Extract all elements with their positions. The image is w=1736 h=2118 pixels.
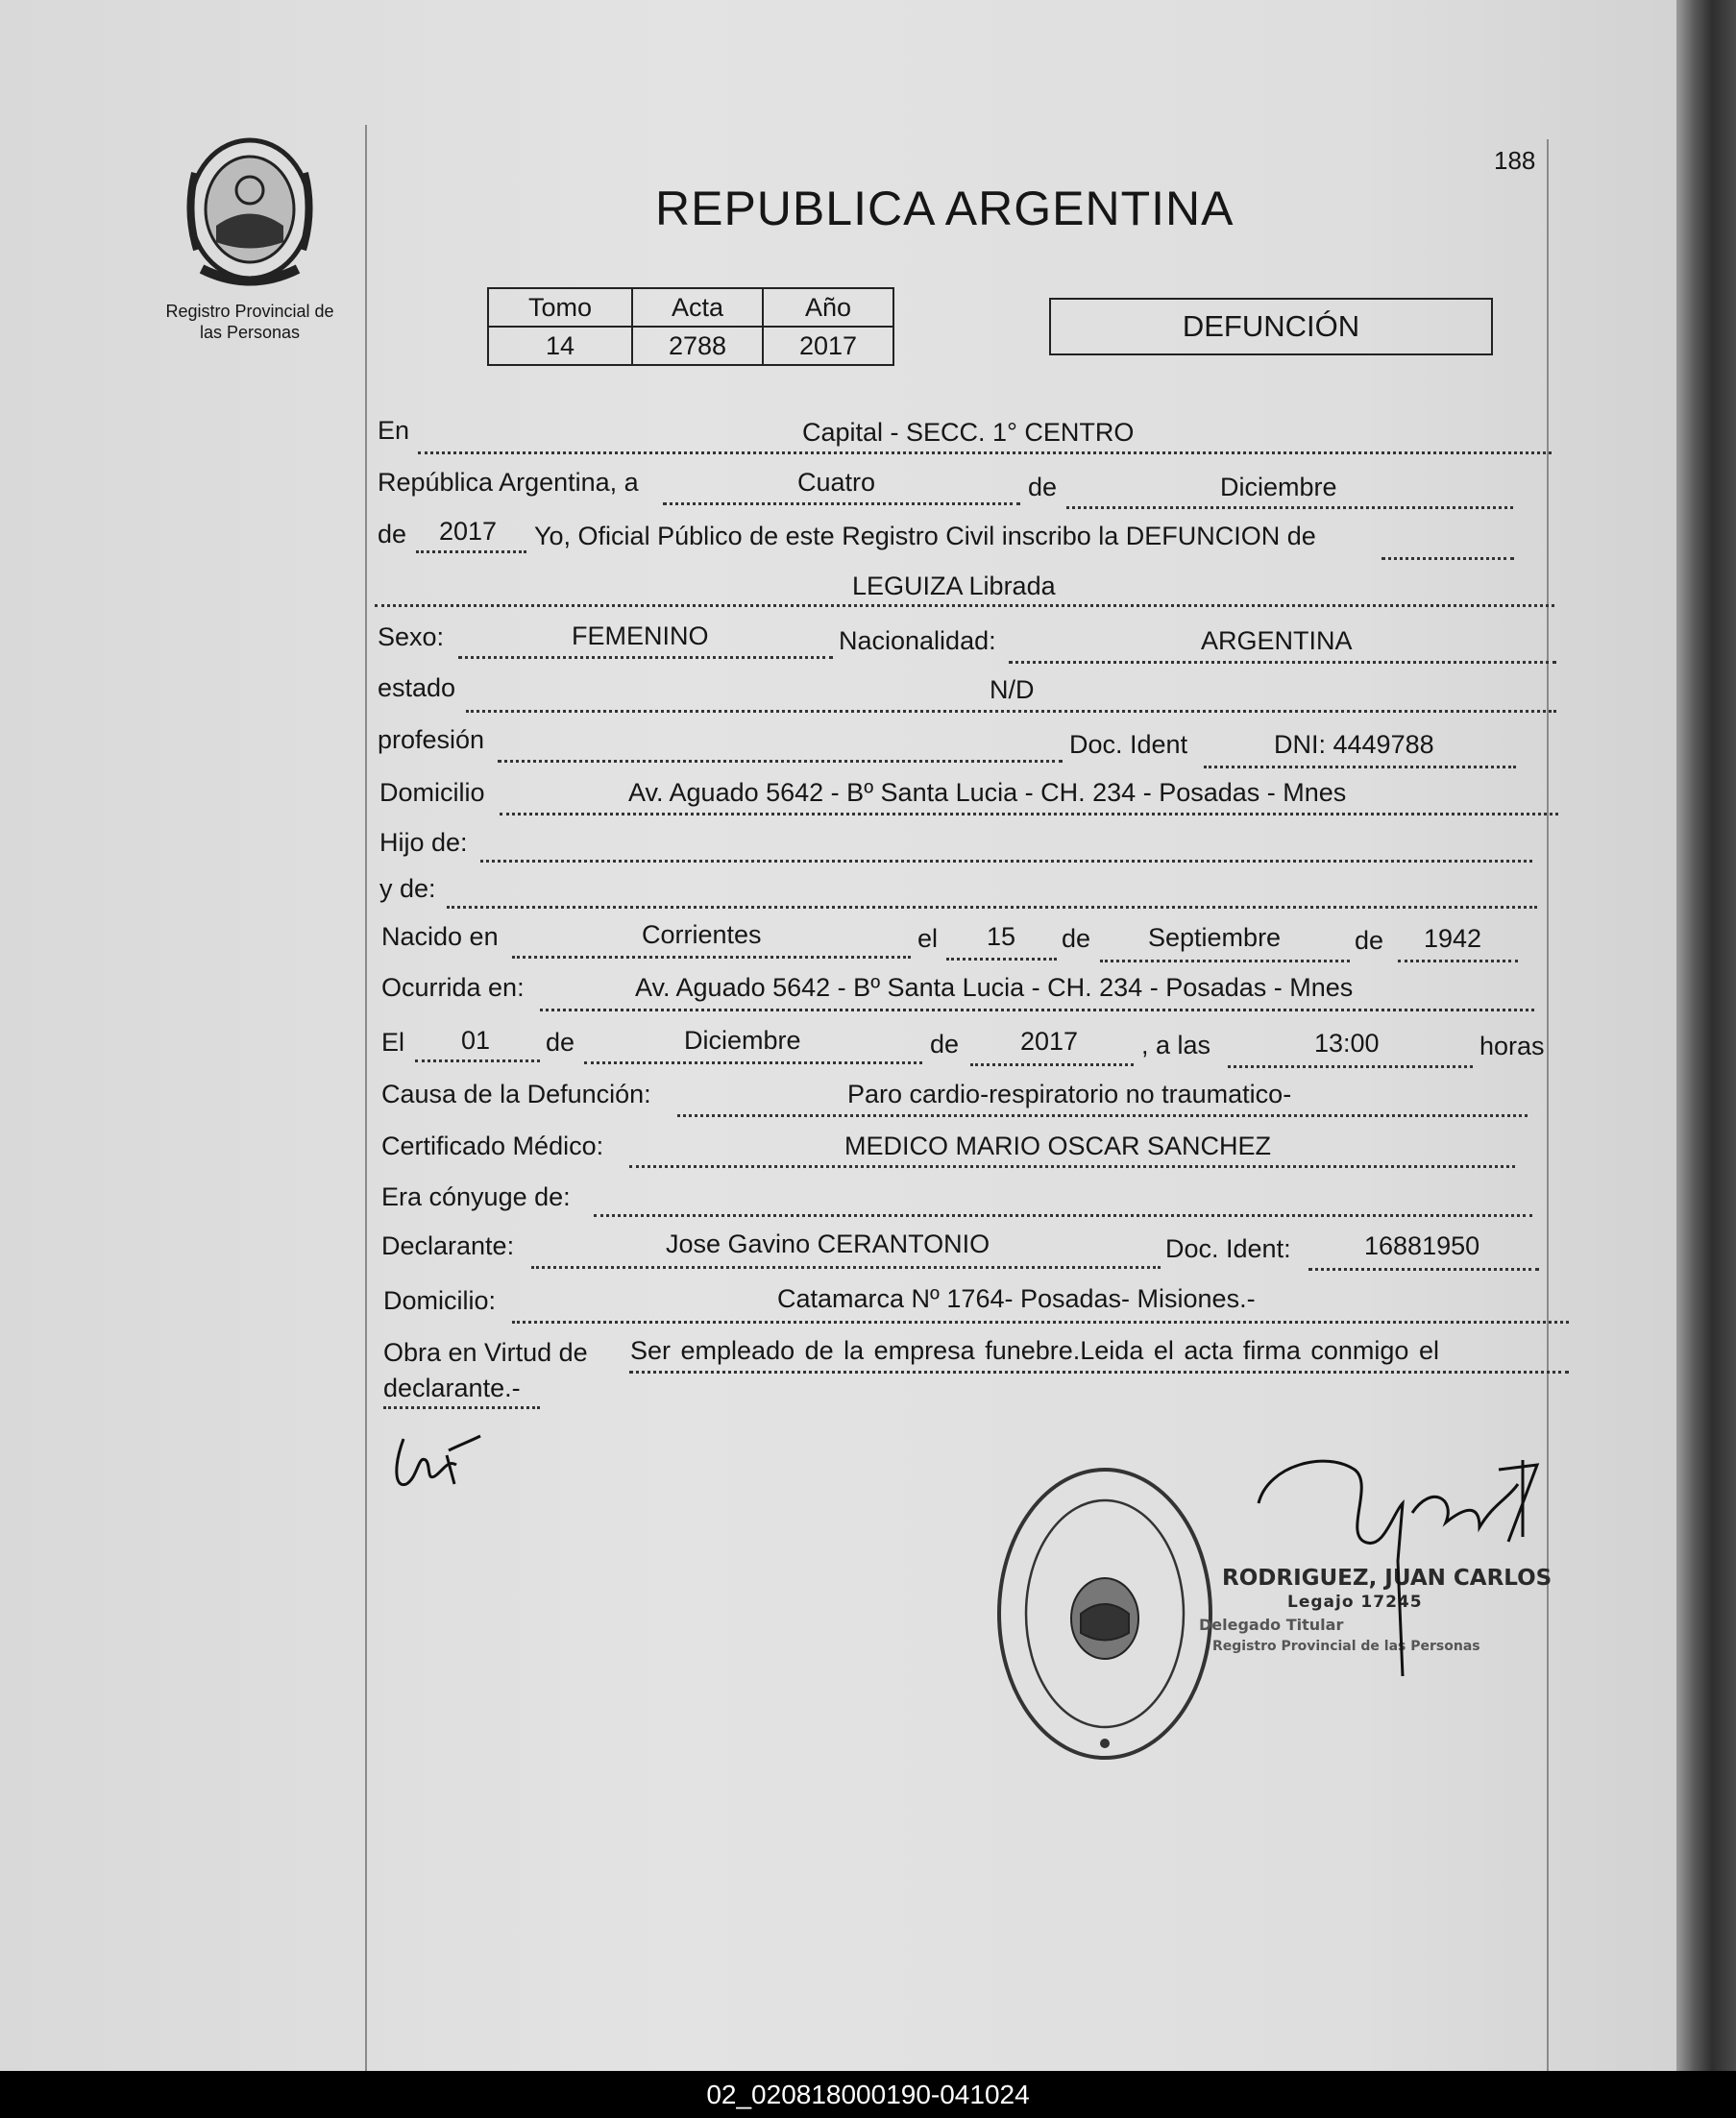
hijo-label: Hijo de: (379, 828, 468, 857)
obra-line (629, 1371, 1569, 1374)
estado-line (466, 710, 1556, 713)
officer-title: Delegado Titular (1199, 1616, 1344, 1634)
doc-label: Doc. Ident (1069, 730, 1188, 759)
doc2-line (1308, 1268, 1539, 1271)
record-header-anio: Año (763, 288, 893, 327)
obra-value-line2: declarante.- (383, 1374, 521, 1402)
profesion-line (498, 760, 1063, 763)
file-code: 02_020818000190-041024 (706, 2080, 1030, 2109)
record-type-box: DEFUNCIÓN (1049, 298, 1493, 355)
horas-label: horas (1479, 1032, 1545, 1060)
hijo-line (480, 860, 1532, 863)
birth-year: 1942 (1424, 924, 1482, 953)
el2-label: El (381, 1028, 405, 1057)
death-year: 2017 (1020, 1027, 1079, 1056)
death-day: 01 (461, 1026, 491, 1055)
domicilio-value: Av. Aguado 5642 - Bº Santa Lucia - CH. 234 - Posadas - Mnes (628, 778, 1347, 807)
month-line (1066, 506, 1513, 509)
record-table-value-row (488, 327, 893, 365)
record-value-acta: 2788 (632, 327, 763, 365)
republica-label: República Argentina, a (378, 468, 639, 497)
record-table (487, 287, 894, 366)
birth-day-line (946, 958, 1057, 961)
obra-line-2 (383, 1406, 540, 1409)
conyuge-label: Era cónyuge de: (381, 1182, 571, 1211)
en-line (418, 451, 1552, 454)
de-label-5: de (930, 1030, 960, 1059)
death-month: Diciembre (684, 1026, 801, 1055)
right-margin-rule (1547, 139, 1549, 2071)
nacido-label: Nacido en (381, 922, 499, 951)
el-label: el (917, 924, 939, 953)
causa-label: Causa de la Defunción: (381, 1080, 651, 1108)
birth-year-line (1398, 960, 1518, 962)
sexo-label: Sexo: (378, 622, 445, 651)
record-value-anio: 2017 (763, 327, 893, 365)
ocurrida-label: Ocurrida en: (381, 973, 525, 1002)
declarante-value: Jose Gavino CERANTONIO (666, 1229, 990, 1258)
profesion-label: profesión (378, 725, 485, 754)
footer-bar (0, 2071, 1736, 2118)
year-line (416, 550, 526, 553)
page-number: 188 (1494, 146, 1536, 175)
ocurrida-line (540, 1009, 1534, 1011)
official-text: Yo, Oficial Público de este Registro Civil inscribo la DEFUNCION de (534, 522, 1316, 550)
nacionalidad-value: ARGENTINA (1201, 626, 1353, 655)
month-value: Diciembre (1220, 473, 1337, 501)
ocurrida-value: Av. Aguado 5642 - Bº Santa Lucia - CH. 234 - Posadas - Mnes (635, 973, 1354, 1002)
en-label: En (378, 416, 410, 445)
officer-org: Registro Provincial de las Personas (1212, 1639, 1480, 1654)
official-tail-line (1381, 557, 1514, 560)
estado-label: estado (378, 673, 456, 702)
logo-caption-line1: Registro Provincial de (165, 302, 334, 321)
yde-line (447, 906, 1537, 909)
estado-value: N/D (990, 675, 1035, 704)
birth-day: 15 (987, 922, 1016, 951)
record-header-tomo: Tomo (488, 288, 632, 327)
causa-line (677, 1114, 1528, 1117)
doc-value: DNI: 4449788 (1274, 730, 1434, 759)
cert-value: MEDICO MARIO OSCAR SANCHEZ (844, 1132, 1272, 1160)
causa-value: Paro cardio-respiratorio no traumatico- (847, 1080, 1292, 1108)
birth-month: Septiembre (1148, 923, 1282, 952)
official-stamp (985, 1460, 1225, 1777)
officer-legajo: Legajo 17245 (1287, 1593, 1423, 1612)
death-day-line (415, 1059, 540, 1062)
year-value: 2017 (439, 517, 498, 546)
domicilio-line (500, 813, 1558, 816)
death-year-line (970, 1063, 1134, 1066)
nacionalidad-line (1009, 661, 1556, 664)
death-time: 13:00 (1314, 1029, 1380, 1058)
birth-month-line (1100, 960, 1350, 962)
record-value-tomo: 14 (488, 327, 632, 365)
obra-label: Obra en Virtud de (383, 1338, 588, 1367)
sexo-value: FEMENINO (572, 621, 709, 650)
sexo-line (458, 656, 833, 659)
book-binding-edge (1676, 0, 1736, 2071)
day-line (663, 502, 1020, 505)
conyuge-line (594, 1214, 1532, 1217)
name-line (375, 604, 1554, 607)
record-table-header-row (488, 288, 893, 327)
domicilio2-value: Catamarca Nº 1764- Posadas- Misiones.- (777, 1284, 1256, 1313)
de-label-2: de (1062, 924, 1091, 953)
yde-label: y de: (379, 874, 436, 903)
domicilio2-line (512, 1321, 1569, 1324)
declarante-label: Declarante: (381, 1231, 515, 1260)
nacionalidad-label: Nacionalidad: (839, 626, 996, 655)
cert-line (629, 1165, 1515, 1168)
doc-line (1204, 766, 1516, 768)
cert-label: Certificado Médico: (381, 1132, 604, 1160)
death-time-line (1228, 1065, 1473, 1068)
nacido-line (512, 956, 911, 959)
year-label: de (378, 520, 407, 548)
de-label-3: de (1355, 926, 1384, 955)
alas-label: , a las (1141, 1031, 1211, 1059)
en-value: Capital - SECC. 1° CENTRO (802, 418, 1135, 447)
left-margin-rule (365, 125, 367, 2071)
doc2-value: 16881950 (1364, 1231, 1480, 1260)
de-label: de (1028, 473, 1058, 501)
officer-name: RODRIGUEZ, JUAN CARLOS (1222, 1566, 1553, 1591)
obra-value-line1: Ser empleado de la empresa funebre.Leida el acta firma conmigo el (630, 1336, 1439, 1365)
officer-signature (1249, 1446, 1566, 1676)
logo-caption (144, 301, 355, 343)
domicilio-label: Domicilio (379, 778, 485, 807)
de-label-4: de (546, 1028, 575, 1057)
page-title: REPUBLICA ARGENTINA (655, 182, 1235, 235)
declarante-line (531, 1266, 1161, 1269)
domicilio2-label: Domicilio: (383, 1286, 497, 1315)
deceased-name: LEGUIZA Librada (852, 572, 1056, 600)
day-value: Cuatro (797, 468, 876, 497)
province-seal-logo (178, 134, 322, 288)
logo-caption-line2: las Personas (199, 323, 301, 342)
nacido-value: Corrientes (642, 920, 762, 949)
record-header-acta: Acta (632, 288, 763, 327)
doc2-label: Doc. Ident: (1165, 1234, 1291, 1263)
death-month-line (584, 1061, 922, 1064)
initials-signature (389, 1431, 495, 1498)
